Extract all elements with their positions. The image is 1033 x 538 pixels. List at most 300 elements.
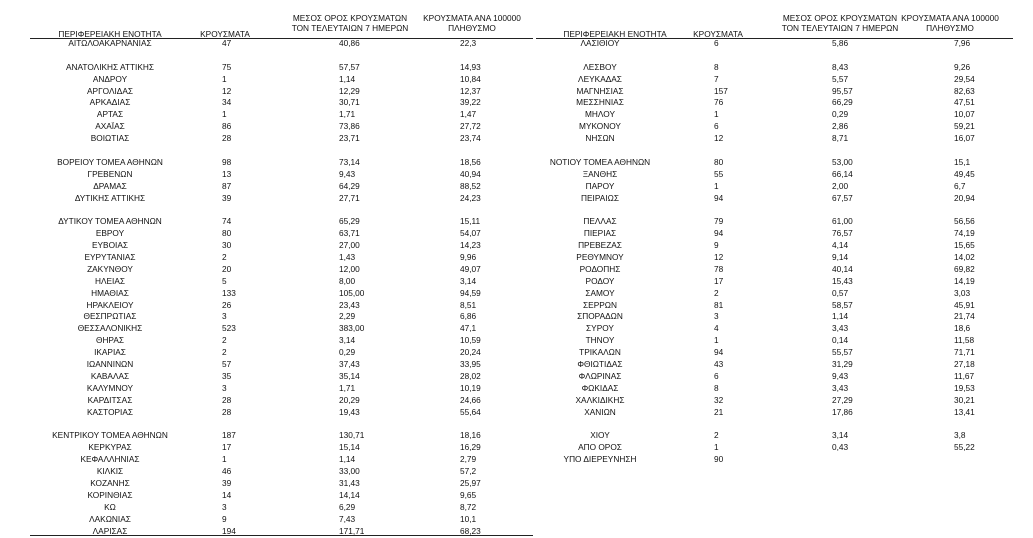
table-cell-per: 9,96	[460, 252, 477, 263]
table-cell-avg: 40,14	[832, 263, 853, 274]
table-cell-region: ΤΡΙΚΑΛΩΝ	[579, 347, 621, 358]
table-cell-region: ΘΕΣΣΑΛΟΝΙΚΗΣ	[77, 323, 143, 334]
header-avg-line1: ΜΕΣΟΣ ΟΡΟΣ ΚΡΟΥΣΜΑΤΩΝ	[292, 13, 408, 23]
table-cell-avg: 23,43	[339, 299, 360, 310]
table-cell-region: ΕΥΡΥΤΑΝΙΑΣ	[84, 252, 136, 263]
header-cases-right: ΚΡΟΥΣΜΑΤΑ	[693, 29, 743, 39]
table-cell-per: 10,07	[954, 109, 975, 120]
table-cell-avg: 73,14	[339, 156, 360, 167]
table-cell-per: 14,19	[954, 275, 975, 286]
table-cell-cases: 9	[714, 240, 719, 251]
table-cell-avg: 2,00	[832, 180, 849, 191]
table-cell-region: ΞΑΝΘΗΣ	[582, 168, 618, 179]
table-cell-cases: 3	[714, 311, 719, 322]
table-cell-cases: 8	[714, 382, 719, 393]
header-cases-left: ΚΡΟΥΣΜΑΤΑ	[200, 29, 250, 39]
table-cell-region: ΚΩ	[104, 501, 116, 512]
table-cell-avg	[832, 419, 892, 431]
table-cell-avg: 9,43	[832, 370, 849, 381]
table-cell-per: 10,59	[460, 335, 481, 346]
table-cell-per	[954, 454, 1014, 466]
table-cell-per: 18,56	[460, 156, 481, 167]
table-cell-cases: 1	[222, 109, 227, 120]
table-cell-region: ΠΕΙΡΑΙΩΣ	[581, 192, 619, 203]
table-cell-per: 13,41	[954, 406, 975, 417]
table-cell-avg: 0,14	[832, 335, 849, 346]
table-cell-avg	[339, 419, 399, 431]
table-cell-avg: 2,29	[339, 311, 356, 322]
table-cell-per: 9,26	[954, 61, 971, 72]
table-cell-avg: 66,14	[832, 168, 853, 179]
table-cell-per: 1,47	[460, 109, 477, 120]
table-cell-region: ΙΩΑΝΝΙΝΩΝ	[86, 359, 134, 370]
table-cell-per: 20,94	[954, 192, 975, 203]
left-avg-column	[339, 38, 399, 537]
table-cell-avg: 1,14	[832, 311, 849, 322]
table-cell-per: 29,54	[954, 73, 975, 84]
table-cell-cases: 12	[222, 85, 232, 96]
table-cell-per: 39,22	[460, 97, 481, 108]
table-cell-avg: 1,14	[339, 454, 356, 465]
table-cell-avg: 31,43	[339, 477, 360, 488]
header-region-left: ΠΕΡΙΦΕΡΕΙΑΚΗ ΕΝΟΤΗΤΑ	[58, 29, 162, 39]
table-cell-region: ΠΑΡΟΥ	[585, 180, 615, 191]
table-cell-cases: 39	[222, 192, 232, 203]
table-cell-per: 54,07	[460, 228, 481, 239]
table-cell-avg: 171,71	[339, 525, 365, 536]
table-cell-avg: 67,57	[832, 192, 853, 203]
table-cell-per: 49,07	[460, 263, 481, 274]
table-cell-cases: 1	[714, 442, 719, 453]
header-per-line2: ΠΛΗΘΥΣΜΟ	[448, 23, 496, 33]
table-cell-per	[460, 145, 520, 157]
right-per-column	[954, 38, 1014, 466]
table-cell-cases: 133	[222, 287, 236, 298]
table-cell-per: 88,52	[460, 180, 481, 191]
table-cell-region: ΣΠΟΡΑΔΩΝ	[577, 311, 623, 322]
table-cell-per: 30,21	[954, 394, 975, 405]
table-cell-avg: 1,71	[339, 109, 356, 120]
table-cell-region: ΜΥΚΟΝΟΥ	[579, 121, 621, 132]
table-cell-cases: 80	[714, 156, 724, 167]
table-cell-region: ΘΕΣΠΡΩΤΙΑΣ	[83, 311, 137, 322]
table-cell-region: ΡΟΔΟΠΗΣ	[579, 263, 621, 274]
table-cell-avg: 35,14	[339, 370, 360, 381]
table-cell-per: 12,37	[460, 85, 481, 96]
table-cell-avg: 1,14	[339, 73, 356, 84]
table-cell-avg: 0,43	[832, 442, 849, 453]
table-cell-per: 69,82	[954, 263, 975, 274]
table-cell-cases: 2	[714, 430, 719, 441]
table-cell-avg	[339, 145, 399, 157]
table-cell-avg: 37,43	[339, 359, 360, 370]
table-cell-per: 74,19	[954, 228, 975, 239]
table-cell-region: ΣΥΡΟΥ	[586, 323, 614, 334]
table-cell-avg: 9,14	[832, 252, 849, 263]
table-cell-cases: 75	[222, 61, 232, 72]
table-cell-per: 6,86	[460, 311, 477, 322]
header-avg-left	[288, 13, 412, 33]
table-cell-region: ΑΝΔΡΟΥ	[92, 73, 128, 84]
table-cell-cases: 26	[222, 299, 232, 310]
table-cell-region: ΦΛΩΡΙΝΑΣ	[578, 370, 622, 381]
table-cell-region: ΦΘΙΩΤΙΔΑΣ	[577, 359, 623, 370]
table-cell-cases: 79	[714, 216, 724, 227]
table-cell-region: ΡΟΔΟΥ	[585, 275, 615, 286]
table-cell-avg: 4,14	[832, 240, 849, 251]
table-cell-region: ΛΕΥΚΑΔΑΣ	[578, 73, 622, 84]
table-cell-cases: 523	[222, 323, 236, 334]
table-cell-per: 57,2	[460, 466, 477, 477]
table-cell-avg: 8,71	[832, 133, 849, 144]
table-cell-avg: 27,00	[339, 240, 360, 251]
table-cell-cases: 17	[714, 275, 724, 286]
table-cell-avg: 58,57	[832, 299, 853, 310]
table-cell-region: ΦΩΚΙΔΑΣ	[581, 382, 619, 393]
header-per-line2: ΠΛΗΘΥΣΜΟ	[926, 23, 974, 33]
table-cell-cases: 21	[714, 406, 724, 417]
table-cell-region: ΑΡΓΟΛΙΔΑΣ	[87, 85, 133, 96]
table-cell-per: 25,97	[460, 477, 481, 488]
table-cell-cases: 76	[714, 97, 724, 108]
table-cell-cases: 3	[222, 311, 227, 322]
table-cell-per: 3,03	[954, 287, 971, 298]
table-cell-per: 18,6	[954, 323, 971, 334]
table-cell-region: ΠΙΕΡΙΑΣ	[583, 228, 617, 239]
table-cell-cases: 34	[222, 97, 232, 108]
table-cell-cases: 187	[222, 430, 236, 441]
table-cell-cases: 1	[714, 180, 719, 191]
table-cell-region: ΠΡΕΒΕΖΑΣ	[578, 240, 622, 251]
table-cell-per: 15,1	[954, 156, 971, 167]
table-cell-avg: 8,43	[832, 61, 849, 72]
table-cell-per: 33,95	[460, 359, 481, 370]
table-cell-region: ΑΙΤΩΛΟΑΚΑΡΝΑΝΙΑΣ	[68, 38, 152, 48]
table-cell-avg: 9,43	[339, 168, 356, 179]
table-cell-cases: 5	[222, 275, 227, 286]
table-cell-avg: 73,86	[339, 121, 360, 132]
table-cell-region: ΚΑΛΥΜΝΟΥ	[86, 382, 134, 393]
table-cell-avg	[832, 454, 892, 466]
table-cell-per: 71,71	[954, 347, 975, 358]
table-cell-per: 27,18	[954, 359, 975, 370]
table-cell-cases: 6	[714, 370, 719, 381]
table-cell-per	[460, 50, 520, 62]
table-cell-cases: 32	[714, 394, 724, 405]
table-cell-per: 23,74	[460, 133, 481, 144]
table-cell-avg: 7,43	[339, 513, 356, 524]
table-cell-per: 47,1	[460, 323, 477, 334]
table-cell-region: ΒΟΡΕΙΟΥ ΤΟΜΕΑ ΑΘΗΝΩΝ	[57, 156, 163, 167]
table-cell-avg: 3,14	[339, 335, 356, 346]
table-cell-cases: 90	[714, 454, 724, 465]
table-cell-avg: 95,57	[832, 85, 853, 96]
table-cell-cases	[222, 419, 262, 431]
table-cell-per: 16,29	[460, 442, 481, 453]
table-cell-avg: 105,00	[339, 287, 365, 298]
table-cell-region: ΣΑΜΟΥ	[585, 287, 615, 298]
table-cell-region: ΓΡΕΒΕΝΩΝ	[87, 168, 133, 179]
table-cell-cases: 1	[222, 454, 227, 465]
table-cell-region: ΜΑΓΝΗΣΙΑΣ	[576, 85, 624, 96]
table-cell-cases: 7	[714, 73, 719, 84]
table-cell-region: ΛΑΚΩΝΙΑΣ	[89, 513, 131, 524]
table-cell-avg: 40,86	[339, 38, 360, 48]
table-cell-avg: 12,00	[339, 263, 360, 274]
table-cell-per: 68,23	[460, 525, 481, 536]
table-cell-region	[520, 50, 680, 62]
table-cell-per: 19,53	[954, 382, 975, 393]
table-cell-per: 21,74	[954, 311, 975, 322]
table-cell-per	[460, 204, 520, 216]
table-cell-region	[30, 204, 190, 216]
table-cell-avg: 5,57	[832, 73, 849, 84]
table-cell-per: 14,23	[460, 240, 481, 251]
table-cell-cases: 17	[222, 442, 232, 453]
table-cell-avg	[339, 204, 399, 216]
table-cell-cases: 14	[222, 489, 232, 500]
header-avg-line1: ΜΕΣΟΣ ΟΡΟΣ ΚΡΟΥΣΜΑΤΩΝ	[782, 13, 898, 23]
header-avg-line2: ΤΟΝ ΤΕΛΕΥΤΑΙΩΝ 7 ΗΜΕΡΩΝ	[781, 23, 899, 33]
table-cell-region	[520, 204, 680, 216]
table-cell-cases: 80	[222, 228, 232, 239]
table-cell-avg: 0,29	[832, 109, 849, 120]
table-cell-per: 24,66	[460, 394, 481, 405]
table-cell-cases: 43	[714, 359, 724, 370]
table-cell-region: ΔΡΑΜΑΣ	[93, 180, 127, 191]
table-cell-cases: 98	[222, 156, 232, 167]
table-cell-per: 15,65	[954, 240, 975, 251]
table-cell-avg: 15,43	[832, 275, 853, 286]
table-cell-cases: 3	[222, 501, 227, 512]
table-cell-avg: 15,14	[339, 442, 360, 453]
table-cell-region: ΗΛΕΙΑΣ	[94, 275, 126, 286]
table-cell-per: 47,51	[954, 97, 975, 108]
table-cell-region: ΔΥΤΙΚΟΥ ΤΟΜΕΑ ΑΘΗΝΩΝ	[58, 216, 162, 227]
table-cell-region	[30, 50, 190, 62]
table-cell-region: ΛΕΣΒΟΥ	[583, 61, 617, 72]
table-cell-region: ΣΕΡΡΩΝ	[583, 299, 617, 310]
table-cell-per: 8,51	[460, 299, 477, 310]
table-cell-region	[520, 145, 680, 157]
table-cell-cases: 2	[222, 252, 227, 263]
header-avg-right	[778, 13, 902, 33]
table-cell-avg: 27,29	[832, 394, 853, 405]
table-cell-region	[30, 145, 190, 157]
table-cell-per: 24,23	[460, 192, 481, 203]
table-cell-region: ΘΗΡΑΣ	[95, 335, 125, 346]
table-cell-avg: 65,29	[339, 216, 360, 227]
table-cell-region: ΚΙΛΚΙΣ	[96, 466, 124, 477]
table-cell-region	[30, 419, 190, 431]
table-cell-avg: 1,43	[339, 252, 356, 263]
table-cell-avg	[339, 50, 399, 62]
table-cell-per: 9,65	[460, 489, 477, 500]
table-cell-per: 8,72	[460, 501, 477, 512]
table-cell-avg: 55,57	[832, 347, 853, 358]
table-cell-per: 59,21	[954, 121, 975, 132]
table-cell-region: ΖΑΚΥΝΘΟΥ	[87, 263, 133, 274]
right-region-column	[520, 38, 680, 466]
table-cell-per: 56,56	[954, 216, 975, 227]
table-cell-region: ΕΒΡΟΥ	[95, 228, 125, 239]
table-cell-cases	[222, 204, 262, 216]
table-cell-cases	[714, 145, 754, 157]
table-cell-cases: 47	[222, 38, 232, 48]
table-cell-region: ΝΟΤΙΟΥ ΤΟΜΕΑ ΑΘΗΝΩΝ	[549, 156, 651, 167]
table-cell-per: 20,24	[460, 347, 481, 358]
table-cell-region: ΔΥΤΙΚΗΣ ΑΤΤΙΚΗΣ	[74, 192, 146, 203]
table-cell-cases: 8	[714, 61, 719, 72]
table-cell-region: ΙΚΑΡΙΑΣ	[94, 347, 126, 358]
table-cell-region: ΚΟΡΙΝΘΙΑΣ	[87, 489, 133, 500]
table-cell-region: ΥΠΟ ΔΙΕΡΕΥΝΗΣΗ	[563, 454, 637, 465]
table-cell-avg: 30,71	[339, 97, 360, 108]
table-cell-per: 3,8	[954, 430, 966, 441]
table-cell-avg: 3,43	[832, 382, 849, 393]
table-cell-per: 10,84	[460, 73, 481, 84]
table-cell-per: 27,72	[460, 121, 481, 132]
table-cell-cases: 81	[714, 299, 724, 310]
table-cell-avg: 17,86	[832, 406, 853, 417]
table-cell-avg: 61,00	[832, 216, 853, 227]
table-cell-region: ΜΗΛΟΥ	[585, 109, 615, 120]
header-per-line1: ΚΡΟΥΣΜΑΤΑ ΑΝΑ 100000	[901, 13, 999, 23]
table-cell-avg	[832, 145, 892, 157]
table-cell-cases: 30	[222, 240, 232, 251]
table-cell-cases: 94	[714, 347, 724, 358]
table-cell-per: 28,02	[460, 370, 481, 381]
table-cell-region: ΡΕΘΥΜΝΟΥ	[576, 252, 624, 263]
table-cell-cases: 6	[714, 121, 719, 132]
table-cell-region: ΚΑΣΤΟΡΙΑΣ	[86, 406, 134, 417]
table-cell-avg: 5,86	[832, 38, 849, 48]
table-cell-avg: 63,71	[339, 228, 360, 239]
table-cell-cases: 46	[222, 466, 232, 477]
table-cell-avg: 2,86	[832, 121, 849, 132]
table-cell-region: ΚΕΝΤΡΙΚΟΥ ΤΟΜΕΑ ΑΘΗΝΩΝ	[52, 430, 168, 441]
table-cell-per: 16,07	[954, 133, 975, 144]
table-cell-avg: 8,00	[339, 275, 356, 286]
table-cell-region: ΚΑΒΑΛΑΣ	[90, 370, 130, 381]
table-cell-per	[954, 419, 1014, 431]
table-cell-cases: 2	[222, 335, 227, 346]
table-cell-per	[460, 419, 520, 431]
table-cell-avg: 0,57	[832, 287, 849, 298]
table-cell-per: 22,3	[460, 38, 477, 48]
table-cell-per: 6,7	[954, 180, 966, 191]
table-cell-region: ΚΟΖΑΝΗΣ	[90, 477, 130, 488]
table-cell-cases: 28	[222, 133, 232, 144]
table-cell-cases	[714, 50, 754, 62]
table-cell-cases: 12	[714, 252, 724, 263]
table-cell-per: 15,11	[460, 216, 481, 227]
table-cell-cases	[714, 204, 754, 216]
table-cell-avg	[832, 50, 892, 62]
table-cell-avg: 57,57	[339, 61, 360, 72]
table-cell-avg: 64,29	[339, 180, 360, 191]
table-cell-region: ΑΡΤΑΣ	[96, 109, 124, 120]
table-cell-cases: 57	[222, 359, 232, 370]
table-cell-avg: 27,71	[339, 192, 360, 203]
table-cell-avg: 76,57	[832, 228, 853, 239]
table-cell-cases: 3	[222, 382, 227, 393]
table-cell-avg: 3,14	[832, 430, 849, 441]
table-cell-per: 10,1	[460, 513, 477, 524]
table-cell-region: ΤΗΝΟΥ	[585, 335, 615, 346]
table-cell-avg: 14,14	[339, 489, 360, 500]
table-cell-region: ΠΕΛΛΑΣ	[583, 216, 617, 227]
table-cell-cases: 1	[222, 73, 227, 84]
table-cell-per: 14,93	[460, 61, 481, 72]
table-cell-cases	[222, 50, 262, 62]
table-cell-per: 11,58	[954, 335, 975, 346]
table-cell-per: 7,96	[954, 38, 971, 48]
header-per-right	[890, 13, 1010, 33]
table-cell-avg: 3,43	[832, 323, 849, 334]
table-cell-avg: 1,71	[339, 382, 356, 393]
table-cell-per	[954, 145, 1014, 157]
table-cell-per: 45,91	[954, 299, 975, 310]
table-cell-per: 40,94	[460, 168, 481, 179]
table-cell-cases: 13	[222, 168, 232, 179]
right-avg-column	[832, 38, 892, 466]
table-cell-avg: 53,00	[832, 156, 853, 167]
table-cell-region: ΧΑΛΚΙΔΙΚΗΣ	[575, 394, 625, 405]
table-cell-avg: 31,29	[832, 359, 853, 370]
table-cell-avg: 0,29	[339, 347, 356, 358]
table-cell-avg: 130,71	[339, 430, 365, 441]
table-cell-region: ΒΟΙΩΤΙΑΣ	[90, 133, 130, 144]
table-cell-region: ΕΥΒΟΙΑΣ	[91, 240, 129, 251]
table-cell-per: 18,16	[460, 430, 481, 441]
table-cell-region: ΗΡΑΚΛΕΙΟΥ	[86, 299, 134, 310]
table-cell-avg: 20,29	[339, 394, 360, 405]
table-cell-per	[954, 204, 1014, 216]
table-cell-per: 14,02	[954, 252, 975, 263]
header-region-right: ΠΕΡΙΦΕΡΕΙΑΚΗ ΕΝΟΤΗΤΑ	[563, 29, 667, 39]
table-cell-avg	[832, 204, 892, 216]
table-cell-avg: 66,29	[832, 97, 853, 108]
header-per-line1: ΚΡΟΥΣΜΑΤΑ ΑΝΑ 100000	[423, 13, 521, 23]
table-cell-cases: 194	[222, 525, 236, 536]
table-cell-cases	[222, 145, 262, 157]
table-cell-avg: 383,00	[339, 323, 365, 334]
table-cell-region	[520, 419, 680, 431]
table-cell-cases: 94	[714, 228, 724, 239]
table-cell-cases: 74	[222, 216, 232, 227]
table-cell-region: ΚΑΡΔΙΤΣΑΣ	[87, 394, 133, 405]
table-cell-per: 2,79	[460, 454, 477, 465]
table-cell-per: 55,22	[954, 442, 975, 453]
table-cell-region: ΧΑΝΙΩΝ	[584, 406, 616, 417]
table-cell-region: ΑΝΑΤΟΛΙΚΗΣ ΑΤΤΙΚΗΣ	[65, 61, 155, 72]
table-cell-per: 10,19	[460, 382, 481, 393]
table-cell-cases	[714, 419, 754, 431]
table-cell-cases: 94	[714, 192, 724, 203]
table-cell-avg: 12,29	[339, 85, 360, 96]
table-cell-cases: 28	[222, 406, 232, 417]
table-cell-avg: 23,71	[339, 133, 360, 144]
table-cell-cases: 87	[222, 180, 232, 191]
table-cell-region: ΑΡΚΑΔΙΑΣ	[89, 97, 131, 108]
table-cell-cases: 55	[714, 168, 724, 179]
table-cell-region: ΛΑΡΙΣΑΣ	[92, 525, 128, 536]
table-cell-per: 82,63	[954, 85, 975, 96]
header-avg-line2: ΤΟΝ ΤΕΛΕΥΤΑΙΩΝ 7 ΗΜΕΡΩΝ	[291, 23, 409, 33]
table-cell-region: ΚΕΦΑΛΛΗΝΙΑΣ	[80, 454, 140, 465]
table-cell-avg: 33,00	[339, 466, 360, 477]
